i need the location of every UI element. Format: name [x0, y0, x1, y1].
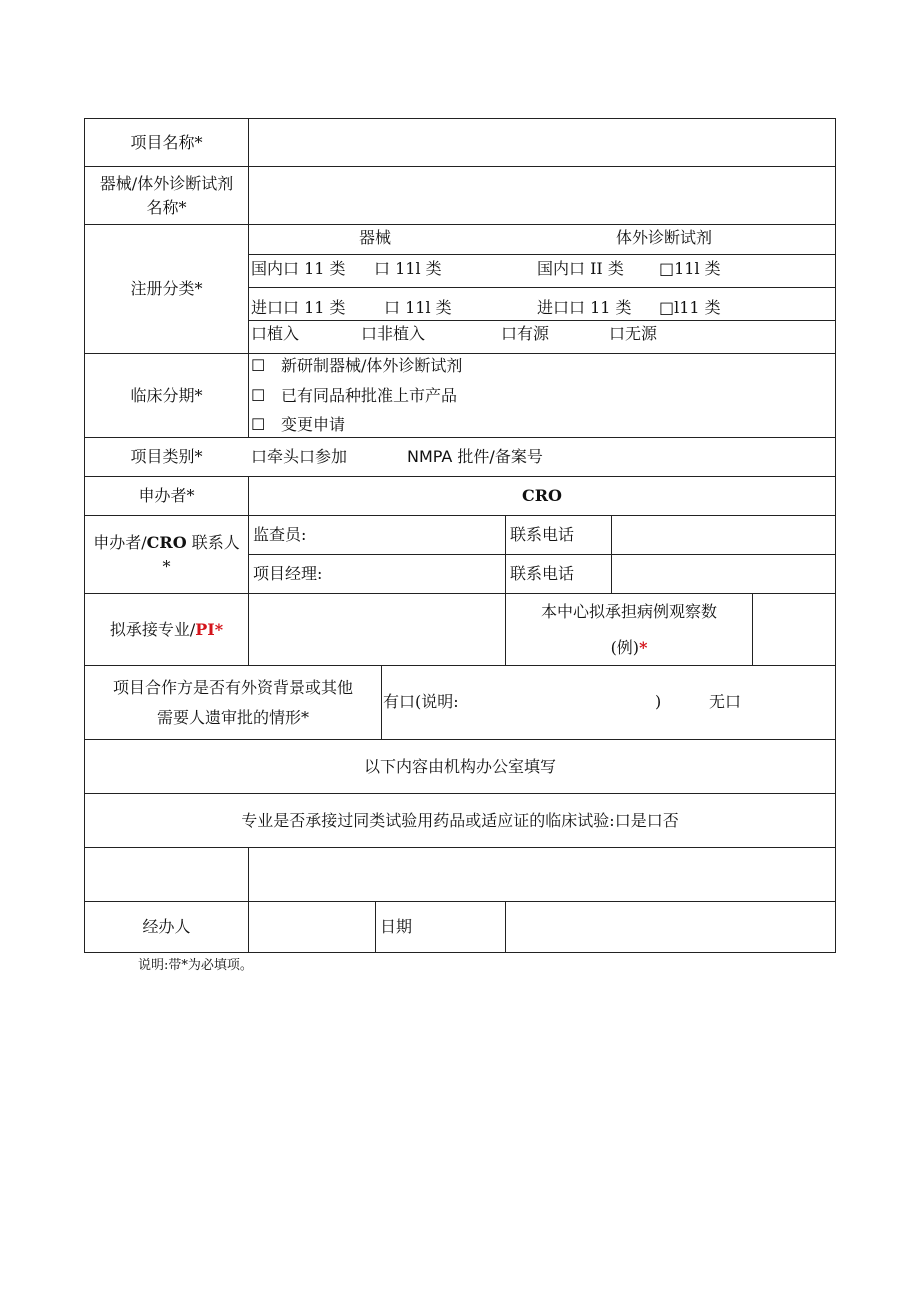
label-sponsor: 申办者* [138, 486, 195, 505]
reg-non-implant[interactable]: 口非植入 [361, 324, 426, 343]
office-section-heading: 以下内容由机构办公室填写 [363, 756, 556, 776]
sponsor-cro: CRO [522, 486, 562, 505]
foreign-yes-option[interactable]: 有口(说明: [383, 692, 459, 711]
reg-device-domestic-class3[interactable]: 口 11l 类 [374, 259, 442, 278]
label-phone-2: 联系电话 [510, 564, 575, 583]
label-case-count: 本中心拟承担病例观察数 (例)* [540, 601, 717, 657]
handler-field[interactable] [249, 902, 375, 952]
project-name-field[interactable] [249, 119, 835, 166]
reg-implant[interactable]: 口植入 [251, 324, 300, 343]
reg-passive[interactable]: 口无源 [609, 324, 658, 343]
speciality-pi-field[interactable] [249, 594, 505, 665]
reg-device-import-class2[interactable]: 进口口 11 类 [251, 298, 346, 317]
label-clinical-phase: 临床分期* [130, 385, 203, 405]
nmpa-approval-number: NMPA 批件/备案号 [407, 447, 543, 466]
label-phone-1: 联系电话 [510, 525, 575, 544]
reg-active[interactable]: 口有源 [501, 324, 550, 343]
reg-device-domestic-class2[interactable]: 国内口 11 类 [251, 259, 346, 278]
phase-option-change-request: 变更申请 [281, 415, 346, 434]
phone-1-field[interactable] [612, 516, 835, 554]
phase-checkbox-2[interactable]: ☐ [251, 386, 266, 405]
required-fields-note: 说明:带*为必填项。 [138, 958, 253, 973]
label-project-name: 项目名称* [130, 132, 203, 152]
label-speciality-pi: 拟承接专业/PI* [109, 619, 224, 639]
foreign-explanation-close: ) [655, 692, 662, 711]
foreign-no-option[interactable]: 无口 [709, 692, 742, 711]
blank-label-cell [85, 848, 248, 901]
case-count-field[interactable] [753, 594, 835, 665]
reg-device-import-class3[interactable]: 口 11l 类 [384, 298, 452, 317]
label-handler: 经办人 [142, 917, 191, 936]
blank-content-cell[interactable] [249, 848, 835, 901]
monitor-field[interactable]: 监查员: [253, 525, 307, 544]
label-project-type: 项目类别* [130, 447, 203, 466]
reg-ivd-domestic-class2[interactable]: 国内口 II 类 [537, 259, 624, 278]
phase-option-new-device: 新研制器械/体外诊断试剂 [281, 356, 463, 375]
label-contact: 申办者/CRO 联系人 * [93, 532, 240, 576]
phase-option-approved-same-type: 已有同品种批准上市产品 [281, 386, 458, 405]
office-prior-trial-question[interactable]: 专业是否承接过同类试验用药品或适应证的临床试验:口是口否 [241, 810, 679, 830]
date-field[interactable] [506, 902, 835, 952]
phase-checkbox-3[interactable]: ☐ [251, 415, 266, 434]
device-name-field[interactable] [249, 167, 835, 224]
reg-ivd-import-class2[interactable]: 进口口 11 类 [537, 298, 632, 317]
manager-field[interactable]: 项目经理: [253, 564, 323, 583]
reg-ivd-domestic-class3[interactable]: □11l 类 [659, 259, 721, 278]
phone-2-field[interactable] [612, 555, 835, 593]
registration-col-ivd: 体外诊断试剂 [616, 228, 713, 247]
project-type-lead-participate[interactable]: 口牵头口参加 [251, 447, 348, 466]
application-form-table [84, 118, 836, 953]
label-date: 日期 [380, 917, 413, 936]
registration-col-device: 器械 [359, 228, 392, 247]
phase-checkbox-1[interactable]: ☐ [251, 356, 266, 375]
label-registration: 注册分类* [130, 279, 203, 298]
label-device-name: 器械/体外诊断试剂 名称* [99, 173, 234, 217]
label-foreign-background: 项目合作方是否有外资背景或其他 需要人遗审批的情形* [112, 677, 353, 727]
reg-ivd-import-class3[interactable]: □l11 类 [659, 298, 721, 317]
